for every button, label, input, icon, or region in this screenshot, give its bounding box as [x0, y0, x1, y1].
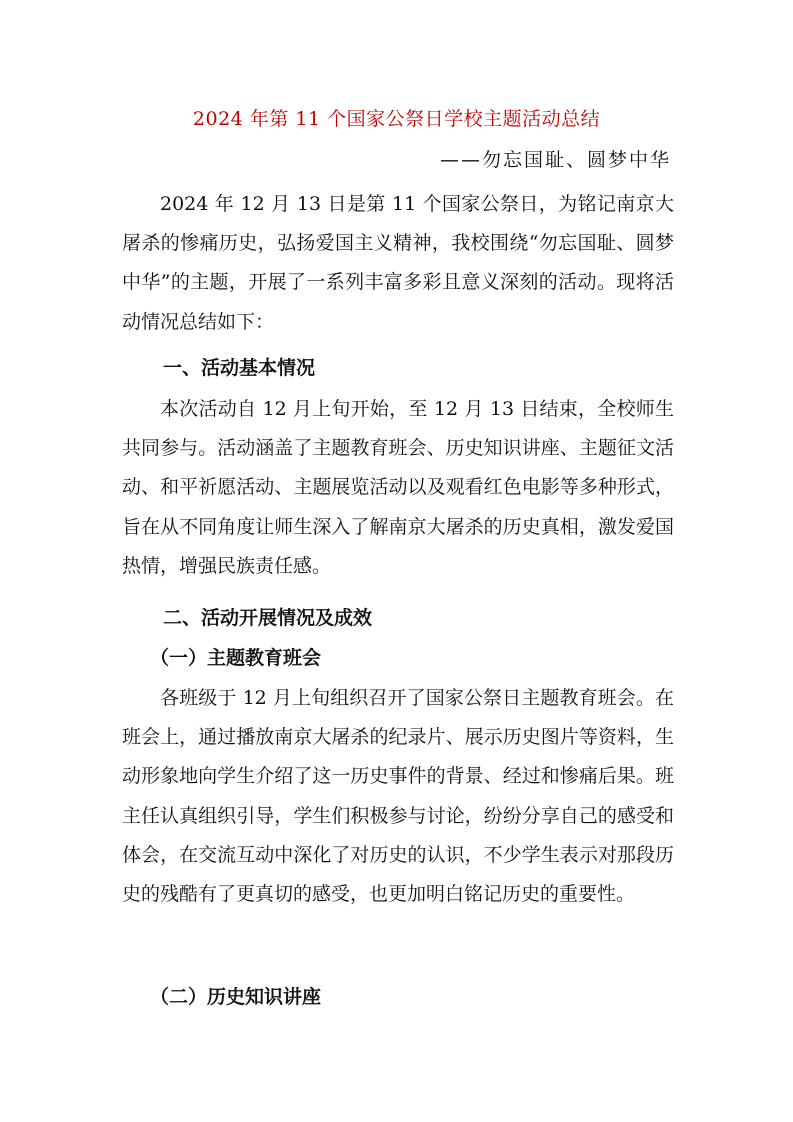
section1-paragraph: 本次活动自 12 月上旬开始，至 12 月 13 日结束，全校师生共同参与。活动涵盖了主题教育班会、历史知识讲座、主题征文活动、和平祈愿活动、主题展览活动以及观看红色电影等多种形式，旨在从不同角度让师生深入了解南京大屠杀的历史真相，激发爱国热情，增强民族责任感。: [122, 398, 674, 577]
subsection-heading-class-meeting: （一）主题教育班会: [150, 647, 322, 669]
section-heading-progress: 二、活动开展情况及成效: [163, 607, 373, 629]
subsection-heading-history-lecture: （二）历史知识讲座: [150, 986, 322, 1008]
document-subtitle: ——勿忘国耻、圆梦中华: [439, 149, 671, 171]
document-title: 2024 年第 11 个国家公祭日学校主题活动总结: [192, 108, 601, 130]
section-heading-basic-info: 一、活动基本情况: [163, 357, 316, 379]
intro-paragraph: 2024 年 12 月 13 日是第 11 个国家公祭日，为铭记南京大屠杀的惨痛历史，弘扬爱国主义精神，我校围绕“勿忘国耻、圆梦中华”的主题，开展了一系列丰富多彩且意义深刻的活动。现将活动情况总结如下：: [122, 193, 674, 333]
subsection1-paragraph: 各班级于 12 月上旬组织召开了国家公祭日主题教育班会。在班会上，通过播放南京大屠杀的纪录片、展示历史图片等资料，生动形象地向学生介绍了这一历史事件的背景、经过和惨痛后果。班主任认真组织引导，学生们积极参与讨论，纷纷分享自己的感受和体会，在交流互动中深化了对历史的认识，不少学生表示对那段历史的残酷有了更真切的感受，也更加明白铭记历史的重要性。: [122, 687, 674, 906]
